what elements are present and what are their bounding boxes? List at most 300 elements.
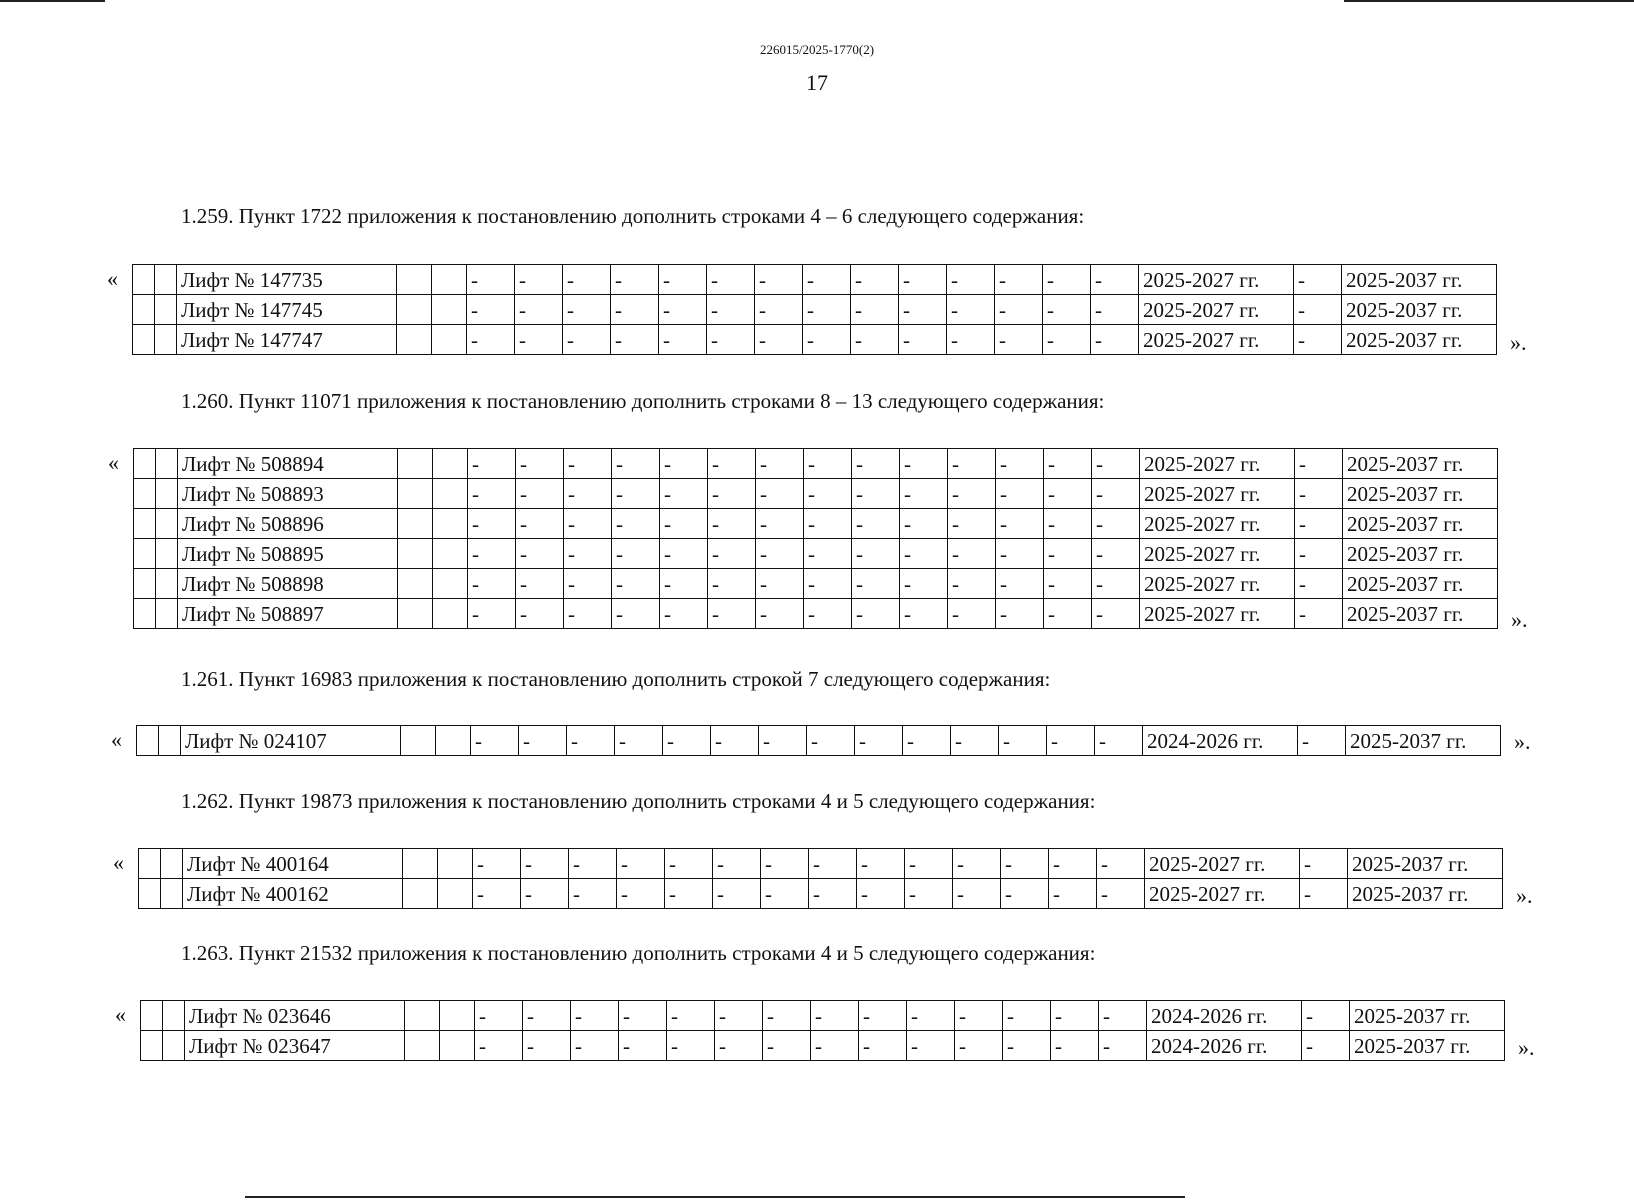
dash-cell: - — [715, 1031, 763, 1061]
dash-cell: - — [755, 265, 803, 295]
dash-cell: - — [663, 726, 711, 756]
empty-cell — [433, 509, 468, 539]
lift-name-cell: Лифт № 024107 — [181, 726, 401, 756]
dash-cell: - — [1001, 849, 1049, 879]
dash-cell: - — [947, 325, 995, 355]
dash-cell: - — [475, 1031, 523, 1061]
dash-cell: - — [900, 539, 948, 569]
amendment-table — [138, 848, 1503, 909]
dash-cell: - — [715, 1001, 763, 1031]
dash-cell: - — [659, 265, 707, 295]
close-quote: ». — [1516, 883, 1533, 908]
lift-name-cell: Лифт № 508897 — [178, 599, 398, 629]
dash-cell: - — [1003, 1031, 1051, 1061]
lift-name-cell: Лифт № 508893 — [178, 479, 398, 509]
dash-cell: - — [708, 509, 756, 539]
lift-name-cell: Лифт № 023647 — [185, 1031, 405, 1061]
period-cell: 2025-2037 гг. — [1343, 479, 1498, 509]
period-cell: 2025-2027 гг. — [1140, 509, 1295, 539]
section-paragraph: 1.261. Пункт 16983 приложения к постановлению дополнить строкой 7 следующего содержания: — [181, 667, 1051, 691]
dash-cell: - — [1044, 599, 1092, 629]
lift-name-cell: Лифт № 147735 — [177, 265, 397, 295]
dash-cell: - — [759, 726, 807, 756]
dash-cell: - — [619, 1001, 667, 1031]
dash-cell: - — [953, 849, 1001, 879]
dash-cell: - — [563, 265, 611, 295]
section-paragraph: 1.263. Пункт 21532 приложения к постановлению дополнить строками 4 и 5 следующего содержания: — [181, 941, 1096, 965]
dash-cell: - — [1294, 295, 1342, 325]
dash-cell: - — [1300, 879, 1348, 909]
empty-cell — [134, 599, 156, 629]
lift-name-cell: Лифт № 508895 — [178, 539, 398, 569]
open-quote: « — [111, 727, 122, 752]
dash-cell: - — [948, 449, 996, 479]
dash-cell: - — [996, 569, 1044, 599]
table-row — [139, 879, 1503, 909]
dash-cell: - — [996, 539, 1044, 569]
dash-cell: - — [1295, 599, 1343, 629]
empty-cell — [433, 539, 468, 569]
dash-cell: - — [855, 726, 903, 756]
dash-cell: - — [995, 295, 1043, 325]
period-cell: 2025-2027 гг. — [1140, 569, 1295, 599]
dash-cell: - — [467, 295, 515, 325]
dash-cell: - — [899, 295, 947, 325]
dash-cell: - — [659, 295, 707, 325]
period-cell: 2025-2037 гг. — [1343, 569, 1498, 599]
period-cell: 2025-2027 гг. — [1145, 879, 1300, 909]
dash-cell: - — [803, 265, 851, 295]
dash-cell: - — [1049, 849, 1097, 879]
empty-cell — [133, 265, 155, 295]
dash-cell: - — [947, 295, 995, 325]
empty-cell — [155, 265, 177, 295]
lift-name-cell: Лифт № 508894 — [178, 449, 398, 479]
dash-cell: - — [468, 539, 516, 569]
dash-cell: - — [1295, 479, 1343, 509]
dash-cell: - — [612, 479, 660, 509]
dash-cell: - — [809, 879, 857, 909]
dash-cell: - — [611, 325, 659, 355]
dash-cell: - — [859, 1031, 907, 1061]
dash-cell: - — [905, 879, 953, 909]
dash-cell: - — [1294, 265, 1342, 295]
dash-cell: - — [1294, 325, 1342, 355]
period-cell: 2025-2037 гг. — [1343, 509, 1498, 539]
empty-cell — [134, 569, 156, 599]
empty-cell — [432, 295, 467, 325]
dash-cell: - — [948, 509, 996, 539]
dash-cell: - — [1043, 325, 1091, 355]
table-row — [134, 539, 1498, 569]
empty-cell — [139, 879, 161, 909]
close-quote: ». — [1511, 607, 1528, 632]
empty-cell — [141, 1031, 163, 1061]
table-row — [137, 726, 1501, 756]
amendment-table-block — [113, 848, 1533, 909]
dash-cell: - — [617, 849, 665, 879]
empty-cell — [156, 569, 178, 599]
dash-cell: - — [660, 479, 708, 509]
empty-cell — [438, 849, 473, 879]
empty-cell — [405, 1031, 440, 1061]
dash-cell: - — [708, 569, 756, 599]
dash-cell: - — [516, 599, 564, 629]
dash-cell: - — [900, 479, 948, 509]
dash-cell: - — [521, 849, 569, 879]
empty-cell — [438, 879, 473, 909]
amendment-table-block — [107, 264, 1527, 355]
empty-cell — [161, 849, 183, 879]
dash-cell: - — [1044, 509, 1092, 539]
dash-cell: - — [708, 599, 756, 629]
close-quote: ». — [1514, 729, 1531, 754]
dash-cell: - — [955, 1001, 1003, 1031]
dash-cell: - — [899, 265, 947, 295]
dash-cell: - — [900, 449, 948, 479]
dash-cell: - — [995, 265, 1043, 295]
dash-cell: - — [515, 295, 563, 325]
dash-cell: - — [852, 539, 900, 569]
dash-cell: - — [907, 1001, 955, 1031]
dash-cell: - — [1091, 265, 1139, 295]
dash-cell: - — [523, 1001, 571, 1031]
section-paragraph: 1.259. Пункт 1722 приложения к постановлению дополнить строками 4 – 6 следующего содержания: — [181, 204, 1085, 228]
table-row — [134, 569, 1498, 599]
dash-cell: - — [900, 509, 948, 539]
lift-name-cell: Лифт № 147747 — [177, 325, 397, 355]
dash-cell: - — [756, 599, 804, 629]
dash-cell: - — [1043, 295, 1091, 325]
open-quote: « — [115, 1002, 126, 1027]
open-quote: « — [108, 450, 119, 475]
dash-cell: - — [756, 539, 804, 569]
dash-cell: - — [619, 1031, 667, 1061]
empty-cell — [397, 325, 432, 355]
page-number: 17 — [806, 70, 828, 95]
period-cell: 2024-2026 гг. — [1147, 1001, 1302, 1031]
dash-cell: - — [473, 879, 521, 909]
open-quote: « — [113, 850, 124, 875]
dash-cell: - — [516, 539, 564, 569]
empty-cell — [401, 726, 436, 756]
dash-cell: - — [851, 325, 899, 355]
period-cell: 2025-2027 гг. — [1140, 479, 1295, 509]
dash-cell: - — [515, 325, 563, 355]
dash-cell: - — [713, 849, 761, 879]
period-cell: 2024-2026 гг. — [1147, 1031, 1302, 1061]
dash-cell: - — [995, 325, 1043, 355]
empty-cell — [155, 325, 177, 355]
dash-cell: - — [1044, 569, 1092, 599]
section-paragraph: 1.262. Пункт 19873 приложения к постановлению дополнить строками 4 и 5 следующего содержания: — [181, 789, 1096, 813]
table-row — [141, 1001, 1505, 1031]
dash-cell: - — [1092, 509, 1140, 539]
period-cell: 2025-2027 гг. — [1139, 325, 1294, 355]
period-cell: 2025-2037 гг. — [1343, 449, 1498, 479]
period-cell: 2025-2037 гг. — [1350, 1031, 1505, 1061]
dash-cell: - — [563, 295, 611, 325]
dash-cell: - — [660, 599, 708, 629]
dash-cell: - — [516, 449, 564, 479]
period-cell: 2025-2037 гг. — [1342, 295, 1497, 325]
dash-cell: - — [665, 849, 713, 879]
dash-cell: - — [467, 325, 515, 355]
dash-cell: - — [1298, 726, 1346, 756]
table-row — [141, 1031, 1505, 1061]
dash-cell: - — [756, 569, 804, 599]
empty-cell — [398, 449, 433, 479]
dash-cell: - — [907, 1031, 955, 1061]
dash-cell: - — [667, 1001, 715, 1031]
dash-cell: - — [1049, 879, 1097, 909]
dash-cell: - — [665, 879, 713, 909]
period-cell: 2025-2027 гг. — [1139, 265, 1294, 295]
dash-cell: - — [564, 569, 612, 599]
dash-cell: - — [756, 449, 804, 479]
dash-cell: - — [612, 449, 660, 479]
empty-cell — [398, 509, 433, 539]
dash-cell: - — [564, 509, 612, 539]
table-row — [133, 265, 1497, 295]
section-paragraph: 1.260. Пункт 11071 приложения к постановлению дополнить строками 8 – 13 следующего содержания: — [181, 389, 1105, 413]
dash-cell: - — [1095, 726, 1143, 756]
empty-cell — [397, 265, 432, 295]
dash-cell: - — [851, 265, 899, 295]
dash-cell: - — [468, 479, 516, 509]
dash-cell: - — [755, 295, 803, 325]
dash-cell: - — [1097, 849, 1145, 879]
dash-cell: - — [563, 325, 611, 355]
period-cell: 2025-2027 гг. — [1139, 295, 1294, 325]
amendment-table-block — [111, 725, 1531, 756]
dash-cell: - — [948, 569, 996, 599]
dash-cell: - — [1044, 539, 1092, 569]
lift-name-cell: Лифт № 023646 — [185, 1001, 405, 1031]
dash-cell: - — [763, 1001, 811, 1031]
dash-cell: - — [612, 599, 660, 629]
table-row — [134, 479, 1498, 509]
period-cell: 2025-2037 гг. — [1342, 325, 1497, 355]
dash-cell: - — [852, 569, 900, 599]
table-row — [133, 325, 1497, 355]
dash-cell: - — [852, 479, 900, 509]
dash-cell: - — [468, 509, 516, 539]
period-cell: 2025-2027 гг. — [1140, 449, 1295, 479]
dash-cell: - — [756, 479, 804, 509]
dash-cell: - — [708, 539, 756, 569]
lift-name-cell: Лифт № 508896 — [178, 509, 398, 539]
empty-cell — [159, 726, 181, 756]
dash-cell: - — [611, 295, 659, 325]
empty-cell — [397, 295, 432, 325]
dash-cell: - — [804, 509, 852, 539]
dash-cell: - — [1099, 1031, 1147, 1061]
dash-cell: - — [755, 325, 803, 355]
empty-cell — [405, 1001, 440, 1031]
dash-cell: - — [567, 726, 615, 756]
period-cell: 2025-2037 гг. — [1343, 599, 1498, 629]
dash-cell: - — [516, 569, 564, 599]
dash-cell: - — [1044, 449, 1092, 479]
dash-cell: - — [660, 509, 708, 539]
dash-cell: - — [811, 1001, 859, 1031]
dash-cell: - — [660, 539, 708, 569]
dash-cell: - — [516, 479, 564, 509]
dash-cell: - — [564, 539, 612, 569]
dash-cell: - — [761, 849, 809, 879]
period-cell: 2025-2037 гг. — [1343, 539, 1498, 569]
amendment-table — [136, 725, 1501, 756]
dash-cell: - — [900, 569, 948, 599]
dash-cell: - — [611, 265, 659, 295]
lift-name-cell: Лифт № 400164 — [183, 849, 403, 879]
period-cell: 2025-2037 гг. — [1348, 849, 1503, 879]
period-cell: 2025-2037 гг. — [1346, 726, 1501, 756]
dash-cell: - — [996, 479, 1044, 509]
dash-cell: - — [1295, 449, 1343, 479]
empty-cell — [139, 849, 161, 879]
dash-cell: - — [521, 879, 569, 909]
dash-cell: - — [617, 879, 665, 909]
dash-cell: - — [859, 1001, 907, 1031]
table-row — [134, 509, 1498, 539]
lift-name-cell: Лифт № 400162 — [183, 879, 403, 909]
dash-cell: - — [564, 479, 612, 509]
top-rule-left — [0, 0, 105, 2]
bottom-rule — [245, 1196, 1185, 1198]
empty-cell — [436, 726, 471, 756]
dash-cell: - — [857, 849, 905, 879]
dash-cell: - — [996, 449, 1044, 479]
dash-cell: - — [1295, 569, 1343, 599]
dash-cell: - — [953, 879, 1001, 909]
dash-cell: - — [804, 539, 852, 569]
dash-cell: - — [1295, 539, 1343, 569]
period-cell: 2024-2026 гг. — [1143, 726, 1298, 756]
empty-cell — [134, 449, 156, 479]
dash-cell: - — [947, 265, 995, 295]
dash-cell: - — [763, 1031, 811, 1061]
dash-cell: - — [660, 449, 708, 479]
amendment-table-block — [115, 1000, 1535, 1061]
dash-cell: - — [519, 726, 567, 756]
top-rule-right — [1344, 0, 1634, 2]
dash-cell: - — [948, 599, 996, 629]
close-quote: ». — [1518, 1035, 1535, 1060]
empty-cell — [440, 1001, 475, 1031]
dash-cell: - — [571, 1001, 619, 1031]
period-cell: 2025-2037 гг. — [1342, 265, 1497, 295]
dash-cell: - — [852, 449, 900, 479]
dash-cell: - — [659, 325, 707, 355]
amendment-table — [133, 448, 1498, 629]
dash-cell: - — [468, 449, 516, 479]
close-quote: ». — [1510, 330, 1527, 355]
lift-name-cell: Лифт № 508898 — [178, 569, 398, 599]
period-cell: 2025-2037 гг. — [1348, 879, 1503, 909]
dash-cell: - — [899, 325, 947, 355]
lift-name-cell: Лифт № 147745 — [177, 295, 397, 325]
dash-cell: - — [1044, 479, 1092, 509]
empty-cell — [137, 726, 159, 756]
dash-cell: - — [471, 726, 519, 756]
dash-cell: - — [564, 449, 612, 479]
empty-cell — [398, 599, 433, 629]
empty-cell — [134, 479, 156, 509]
dash-cell: - — [1051, 1001, 1099, 1031]
dash-cell: - — [475, 1001, 523, 1031]
empty-cell — [403, 879, 438, 909]
dash-cell: - — [851, 295, 899, 325]
dash-cell: - — [612, 539, 660, 569]
dash-cell: - — [612, 509, 660, 539]
table-row — [139, 849, 1503, 879]
dash-cell: - — [1043, 265, 1091, 295]
table-row — [133, 295, 1497, 325]
dash-cell: - — [713, 879, 761, 909]
dash-cell: - — [900, 599, 948, 629]
dash-cell: - — [1099, 1001, 1147, 1031]
dash-cell: - — [948, 539, 996, 569]
period-cell: 2025-2027 гг. — [1140, 599, 1295, 629]
dash-cell: - — [564, 599, 612, 629]
dash-cell: - — [804, 449, 852, 479]
dash-cell: - — [999, 726, 1047, 756]
dash-cell: - — [569, 879, 617, 909]
dash-cell: - — [1300, 849, 1348, 879]
dash-cell: - — [1295, 509, 1343, 539]
empty-cell — [403, 849, 438, 879]
dash-cell: - — [996, 509, 1044, 539]
dash-cell: - — [803, 295, 851, 325]
empty-cell — [163, 1031, 185, 1061]
period-cell: 2025-2037 гг. — [1350, 1001, 1505, 1031]
dash-cell: - — [1001, 879, 1049, 909]
dash-cell: - — [707, 265, 755, 295]
empty-cell — [432, 325, 467, 355]
dash-cell: - — [516, 509, 564, 539]
empty-cell — [156, 509, 178, 539]
dash-cell: - — [809, 849, 857, 879]
dash-cell: - — [1091, 325, 1139, 355]
dash-cell: - — [707, 325, 755, 355]
dash-cell: - — [1051, 1031, 1099, 1061]
dash-cell: - — [1302, 1001, 1350, 1031]
dash-cell: - — [1091, 295, 1139, 325]
dash-cell: - — [515, 265, 563, 295]
dash-cell: - — [612, 569, 660, 599]
dash-cell: - — [1092, 449, 1140, 479]
empty-cell — [398, 569, 433, 599]
dash-cell: - — [756, 509, 804, 539]
period-cell: 2025-2027 гг. — [1145, 849, 1300, 879]
empty-cell — [134, 539, 156, 569]
empty-cell — [398, 479, 433, 509]
amendment-table — [140, 1000, 1505, 1061]
dash-cell: - — [667, 1031, 715, 1061]
dash-cell: - — [852, 509, 900, 539]
empty-cell — [432, 265, 467, 295]
dash-cell: - — [761, 879, 809, 909]
dash-cell: - — [852, 599, 900, 629]
empty-cell — [141, 1001, 163, 1031]
empty-cell — [433, 449, 468, 479]
dash-cell: - — [807, 726, 855, 756]
dash-cell: - — [804, 599, 852, 629]
dash-cell: - — [905, 849, 953, 879]
dash-cell: - — [1092, 599, 1140, 629]
